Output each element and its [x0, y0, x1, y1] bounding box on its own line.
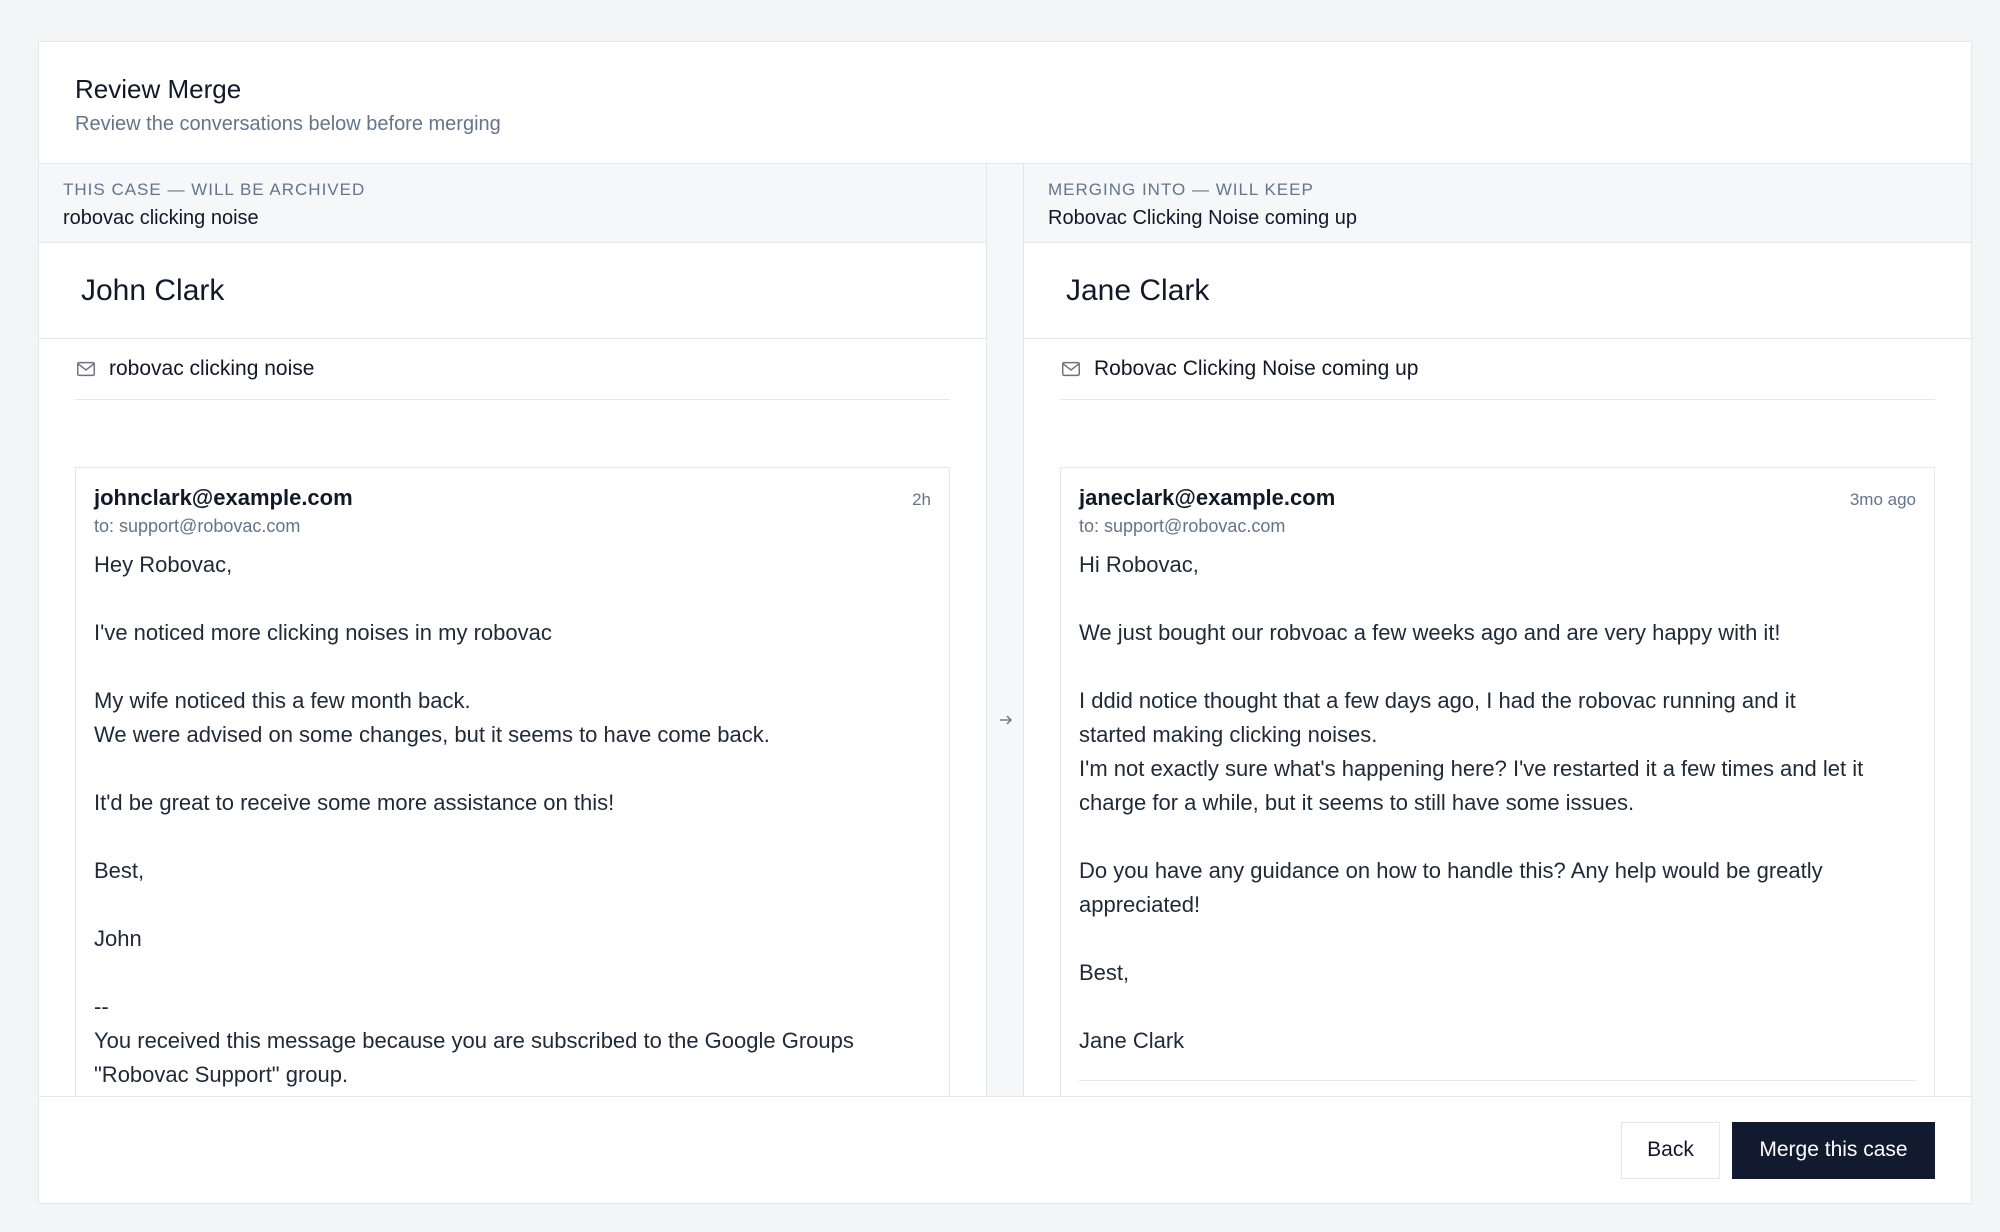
message-line: Do you have any guidance on how to handle this? Any help would be greatly	[1079, 858, 1823, 883]
target-case-subject: Robovac Clicking Noise coming up	[1048, 207, 1358, 229]
mail-icon	[75, 358, 97, 380]
message-line	[94, 752, 931, 786]
message-line: You received this message because you are subscribed to the Google Groups	[94, 1028, 854, 1053]
dialog-header	[39, 42, 1971, 164]
message-line: I've noticed more clicking noises in my robovac	[94, 620, 552, 645]
message-line: Jane Clark	[1079, 1028, 1185, 1053]
message-line: We just bought our robvoac a few weeks ago and are very happy with it!	[1079, 620, 1781, 645]
target-message-time: 3mo ago	[1849, 490, 1916, 509]
arrow-right-icon	[998, 712, 1014, 728]
back-button[interactable]: Back	[1621, 1122, 1720, 1179]
dialog-subtitle: Review the conversations below before merging	[75, 113, 501, 135]
target-message-recipient: to: support@robovac.com	[1079, 516, 1286, 536]
source-message-time: 2h	[912, 490, 931, 509]
comparison-panes	[39, 164, 1971, 1096]
target-thread-row	[1060, 339, 1935, 400]
message-line	[94, 582, 931, 616]
target-message-sender: janeclark@example.com	[1079, 485, 1336, 510]
message-line: I ddid notice thought that a few days ago, I had the robovac running and it	[1079, 688, 1796, 713]
target-thread-subject: Robovac Clicking Noise coming up	[1094, 357, 1419, 380]
message-line: Hey Robovac,	[94, 552, 233, 577]
message-divider	[1079, 1080, 1916, 1081]
message-line: It'd be great to receive some more assistance on this!	[94, 790, 615, 815]
review-merge-dialog	[38, 41, 1972, 1204]
message-line	[1079, 990, 1916, 1024]
message-line: I'm not exactly sure what's happening here? I've restarted it a few times and let it	[1079, 756, 1864, 781]
message-line	[1079, 582, 1916, 616]
message-line	[1079, 650, 1916, 684]
message-line: charge for a while, but it seems to still have some issues.	[1079, 790, 1635, 815]
message-line	[94, 956, 931, 990]
source-message-sender: johnclark@example.com	[94, 485, 353, 510]
dialog-title: Review Merge	[75, 74, 242, 104]
dialog-footer	[39, 1096, 1971, 1203]
source-case-label: THIS CASE — WILL BE ARCHIVED	[63, 180, 366, 199]
message-line	[1079, 922, 1916, 956]
source-case-subject: robovac clicking noise	[63, 207, 259, 229]
source-message-recipient: to: support@robovac.com	[94, 516, 301, 536]
target-message-card	[1060, 467, 1935, 1096]
message-line	[1079, 820, 1916, 854]
source-thread-row	[75, 339, 950, 400]
message-line	[94, 820, 931, 854]
message-line	[94, 888, 931, 922]
target-case-banner	[1024, 164, 1971, 243]
merge-direction-gutter	[986, 164, 1024, 1096]
message-line: "Robovac Support" group.	[94, 1062, 349, 1087]
message-line: My wife noticed this a few month back.	[94, 688, 471, 713]
target-case-pane[interactable]	[1024, 164, 1971, 1096]
message-line: appreciated!	[1079, 892, 1201, 917]
source-thread-subject: robovac clicking noise	[109, 357, 315, 380]
source-case-pane[interactable]	[39, 164, 986, 1096]
source-case-banner	[39, 164, 986, 243]
message-line: Best,	[1079, 960, 1130, 985]
source-message-body	[94, 548, 931, 1126]
message-line: We were advised on some changes, but it seems to have come back.	[94, 722, 770, 747]
source-customer-header	[39, 243, 986, 339]
message-line: John	[94, 926, 142, 951]
merge-case-button[interactable]: Merge this case	[1732, 1122, 1935, 1179]
target-customer-name: Jane Clark	[1066, 273, 1210, 307]
message-line	[94, 650, 931, 684]
message-line: --	[94, 994, 109, 1019]
mail-icon	[1060, 358, 1082, 380]
target-case-label: MERGING INTO — WILL KEEP	[1048, 180, 1314, 199]
target-customer-header	[1024, 243, 1971, 339]
message-line: Hi Robovac,	[1079, 552, 1199, 577]
target-message-body	[1079, 548, 1916, 1058]
message-line: Best,	[94, 858, 145, 883]
source-customer-name: John Clark	[81, 273, 225, 307]
source-message-card	[75, 467, 950, 1096]
message-line: started making clicking noises.	[1079, 722, 1378, 747]
